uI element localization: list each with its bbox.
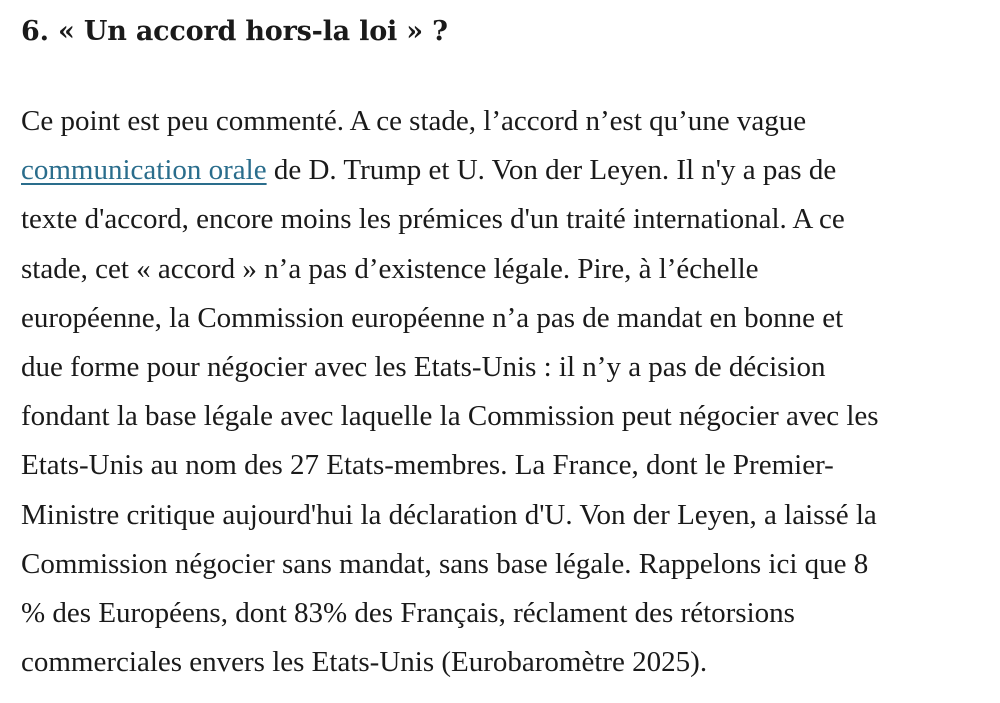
paragraph-line-8: Etats-Unis au nom des 27 Etats-membres. La France, dont le Premier- <box>21 449 834 482</box>
paragraph-line-9: Ministre critique aujourd'hui la déclaration d'U. Von der Leyen, a laissé la <box>21 498 877 531</box>
paragraph-line-3: texte d'accord, encore moins les prémices d'un traité international. A ce <box>21 203 845 236</box>
paragraph-line-2-text: de D. Trump et U. Von der Leyen. Il n'y a pas de <box>266 154 837 187</box>
paragraph-line-10: Commission négocier sans mandat, sans base légale. Rappelons ici que 8 <box>21 547 869 580</box>
paragraph-line-6: due forme pour négocier avec les Etats-Unis : il n’y a pas de décision <box>21 351 826 384</box>
body-paragraph <box>21 97 1000 687</box>
communication-orale-link[interactable]: communication orale <box>21 154 267 187</box>
paragraph-line-2 <box>21 146 1000 195</box>
article-section <box>21 0 1000 687</box>
section-heading: 6. « Un accord hors-la loi » ? <box>21 16 448 47</box>
paragraph-line-12: commerciales envers les Etats-Unis (Eurobaromètre 2025). <box>21 646 708 679</box>
paragraph-line-4: stade, cet « accord » n’a pas d’existence légale. Pire, à l’échelle <box>21 252 759 285</box>
paragraph-line-11: % des Européens, dont 83% des Français, réclament des rétorsions <box>21 597 795 630</box>
paragraph-line-7: fondant la base légale avec laquelle la Commission peut négocier avec les <box>21 400 879 433</box>
paragraph-line-1: Ce point est peu commenté. A ce stade, l’accord n’est qu’une vague <box>21 105 807 137</box>
paragraph-line-5: européenne, la Commission européenne n’a pas de mandat en bonne et <box>21 301 844 334</box>
